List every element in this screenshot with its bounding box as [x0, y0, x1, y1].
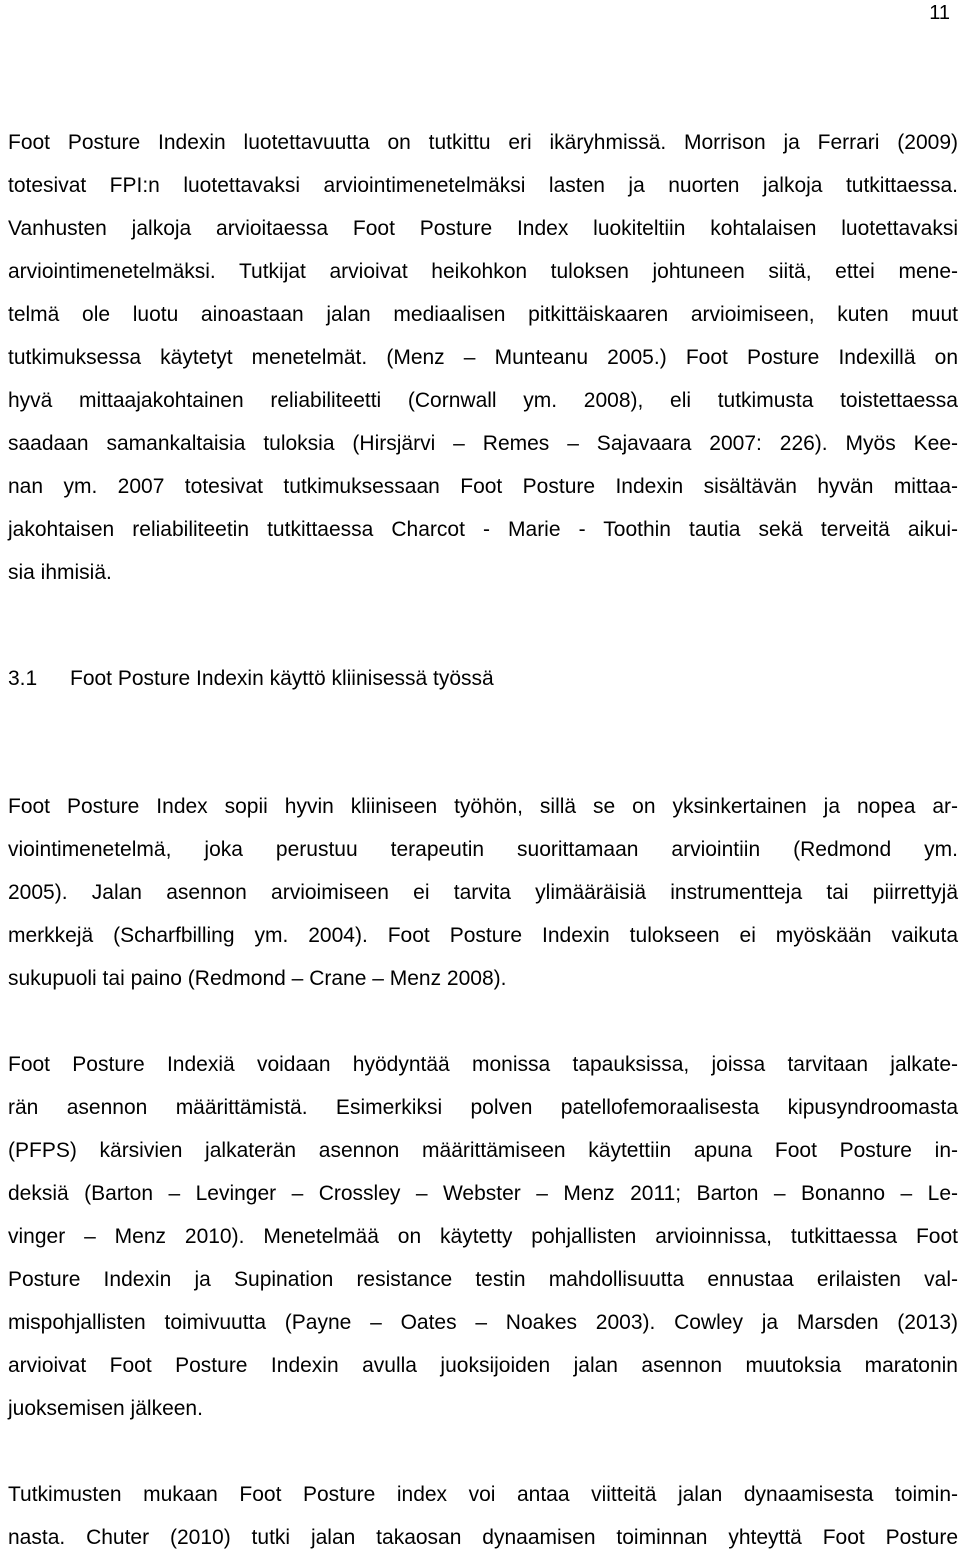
text-line: (PFPS) kärsivien jalkaterän asennon määrittämiseen käytettiin apuna Foot Posture in-	[8, 1139, 958, 1162]
text-line: totesivat FPI:n luotettavaksi arviointimenetelmäksi lasten ja nuorten jalkoja tutkittaessa.	[8, 174, 958, 197]
text-line: deksiä (Barton – Levinger – Crossley – Webster – Menz 2011; Barton – Bonanno – Le-	[8, 1182, 958, 1205]
paragraph-dynamic-function	[8, 1473, 958, 1559]
text-line: merkkejä (Scharfbilling ym. 2004). Foot Posture Indexin tulokseen ei myöskään vaikuta	[8, 924, 958, 947]
text-line: hyvä mittaajakohtainen reliabiliteetti (Cornwall ym. 2008), eli tutkimusta toistettaessa	[8, 389, 958, 412]
text-line: rän asennon määrittämistä. Esimerkiksi polven patellofemoraalisesta kipusyndroomasta	[8, 1096, 958, 1119]
text-line: saadaan samankaltaisia tuloksia (Hirsjärvi – Remes – Sajavaara 2007: 226). Myös Kee-	[8, 432, 958, 455]
section-heading	[8, 657, 958, 700]
text-line: Foot Posture Index sopii hyvin kliiniseen työhön, sillä se on yksinkertainen ja nopea ar-	[8, 795, 958, 818]
text-line: telmä ole luotu ainoastaan jalan mediaalisen pitkittäiskaaren arvioimiseen, kuten muut	[8, 303, 958, 326]
page-number: 11	[929, 2, 950, 24]
text-line: 2005). Jalan asennon arvioimiseen ei tarvita ylimääräisiä instrumentteja tai piirrettyjä	[8, 881, 958, 904]
text-line: nan ym. 2007 totesivat tutkimuksessaan Foot Posture Indexin sisältävän hyvän mittaa-	[8, 475, 958, 498]
section-number: 3.1	[8, 667, 38, 690]
text-line: Tutkimusten mukaan Foot Posture index voi antaa viitteitä jalan dynaamisesta toimin-	[8, 1483, 958, 1506]
text-line: Foot Posture Indexin luotettavuutta on tutkittu eri ikäryhmissä. Morrison ja Ferrari (2009)	[8, 131, 958, 154]
text-line: arviointimenetelmäksi. Tutkijat arvioivat heikohkon tuloksen johtuneen siitä, ettei mene-	[8, 260, 958, 283]
text-line: viointimenetelmä, joka perustuu terapeutin suorittamaan arviointiin (Redmond ym.	[8, 838, 958, 861]
text-line: arvioivat Foot Posture Indexin avulla juoksijoiden jalan asennon muutoksia maratonin	[8, 1354, 958, 1377]
text-line: tutkimuksessa käytetyt menetelmät. (Menz – Munteanu 2005.) Foot Posture Indexillä on	[8, 346, 958, 369]
text-line: sia ihmisiä.	[8, 561, 112, 584]
document-body	[8, 121, 958, 1559]
text-line: Foot Posture Indexiä voidaan hyödyntää monissa tapauksissa, joissa tarvitaan jalkate-	[8, 1053, 958, 1076]
text-line: sukupuoli tai paino (Redmond – Crane – Menz 2008).	[8, 967, 507, 990]
text-line: Posture Indexin ja Supination resistance testin mahdollisuutta ennustaa erilaisten val-	[8, 1268, 958, 1291]
text-line: nasta. Chuter (2010) tutki jalan takaosan dynaamisen toiminnan yhteyttä Foot Posture	[8, 1526, 958, 1549]
paragraph-clinical-use	[8, 785, 958, 1000]
text-line: juoksemisen jälkeen.	[8, 1397, 203, 1420]
paragraph-applications	[8, 1043, 958, 1430]
text-line: vinger – Menz 2010). Menetelmää on käytetty pohjallisten arvioinnissa, tutkittaessa Foot	[8, 1225, 958, 1248]
text-line: mispohjallisten toimivuutta (Payne – Oates – Noakes 2003). Cowley ja Marsden (2013)	[8, 1311, 958, 1334]
text-line: jakohtaisen reliabiliteetin tutkittaessa Charcot - Marie - Toothin tautia sekä terveitä aikui-	[8, 518, 958, 541]
section-title: Foot Posture Indexin käyttö kliinisessä työssä	[70, 667, 494, 690]
text-line: Vanhusten jalkoja arvioitaessa Foot Posture Index luokiteltiin kohtalaisen luotettavaksi	[8, 217, 958, 240]
paragraph-fpi-reliability	[8, 121, 958, 594]
